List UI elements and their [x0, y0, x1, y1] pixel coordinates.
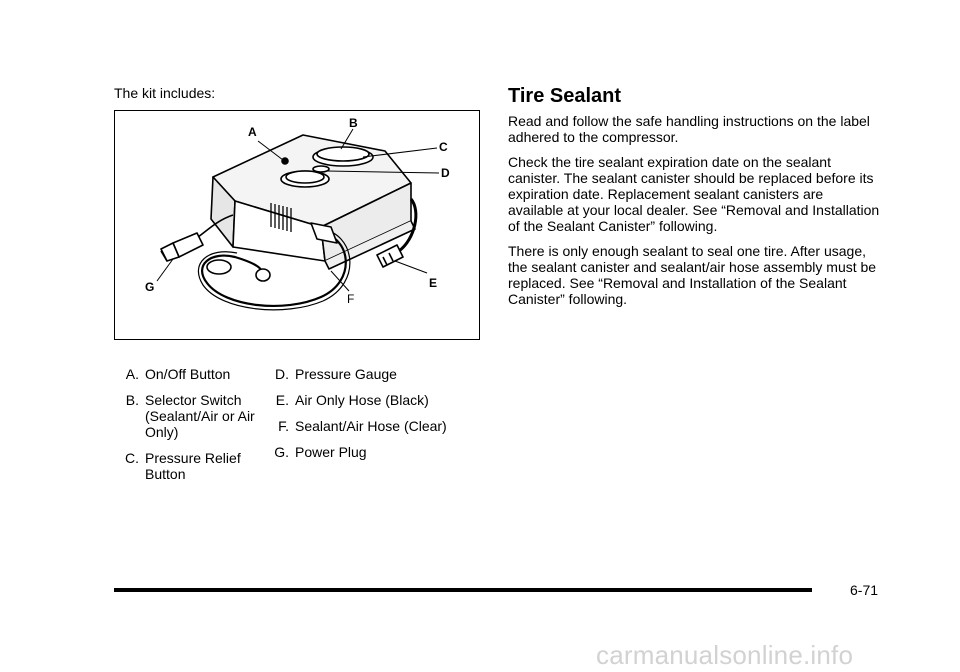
legend-column-2: [262, 366, 492, 470]
paragraph-safe-handling: Read and follow the safe handling instructions on the label adhered to the compressor.: [508, 113, 870, 145]
legend-letter: G.: [274, 444, 289, 460]
legend-text: Pressure Relief Button: [145, 450, 241, 482]
legend-text: Pressure Gauge: [295, 366, 397, 382]
callout-e: E: [429, 276, 438, 290]
compressor-kit-illustration: [114, 110, 480, 340]
legend-letter: F.: [278, 418, 289, 434]
legend-letter: A.: [125, 366, 139, 382]
page-number: 6-71: [850, 582, 879, 598]
legend-item-c: [112, 450, 262, 482]
legend-item-e: [262, 392, 492, 408]
callout-d: D: [441, 166, 450, 180]
legend-letter: C.: [125, 450, 139, 466]
callout-b: B: [349, 116, 358, 130]
callout-f: F: [347, 292, 355, 306]
callout-c: C: [439, 140, 448, 154]
legend-text: On/Off Button: [145, 366, 231, 382]
legend-letter: B.: [125, 392, 139, 408]
watermark: carmanualsonline.info: [596, 640, 854, 670]
legend-letter: E.: [275, 392, 289, 408]
legend-item-a: [112, 366, 262, 382]
paragraph-expiration: Check the tire sealant expiration date on the sealant canister. The sealant canister should be replaced before its expiration date. Replacement sealant canisters are available at your local dealer. See “Removal and Installation of the Sealant Canister” following.: [508, 154, 880, 234]
section-title: Tire Sealant: [508, 85, 622, 107]
legend-text: Power Plug: [295, 444, 367, 460]
legend-item-b: [112, 392, 262, 440]
legend-item-g: [262, 444, 492, 460]
legend-column-1: [112, 366, 262, 492]
paragraph-one-tire: There is only enough sealant to seal one tire. After usage, the sealant canister and sealant/air hose assembly must be replaced. See “Removal and Installation of the Sealant Canister” following.: [508, 243, 877, 307]
legend-text: Sealant/Air Hose (Clear): [295, 418, 447, 434]
callout-a: A: [248, 125, 257, 139]
legend-item-d: [262, 366, 492, 382]
intro-text: The kit includes:: [114, 85, 216, 101]
callout-g: G: [145, 280, 155, 294]
legend-text: Selector Switch (Sealant/Air or Air Only): [145, 392, 255, 440]
compressor-drawing: [115, 111, 478, 338]
legend-text: Air Only Hose (Black): [295, 392, 429, 408]
section-body: [508, 113, 880, 316]
legend-item-f: [262, 418, 492, 434]
legend-letter: D.: [275, 366, 289, 382]
footer-rule: [114, 588, 812, 592]
